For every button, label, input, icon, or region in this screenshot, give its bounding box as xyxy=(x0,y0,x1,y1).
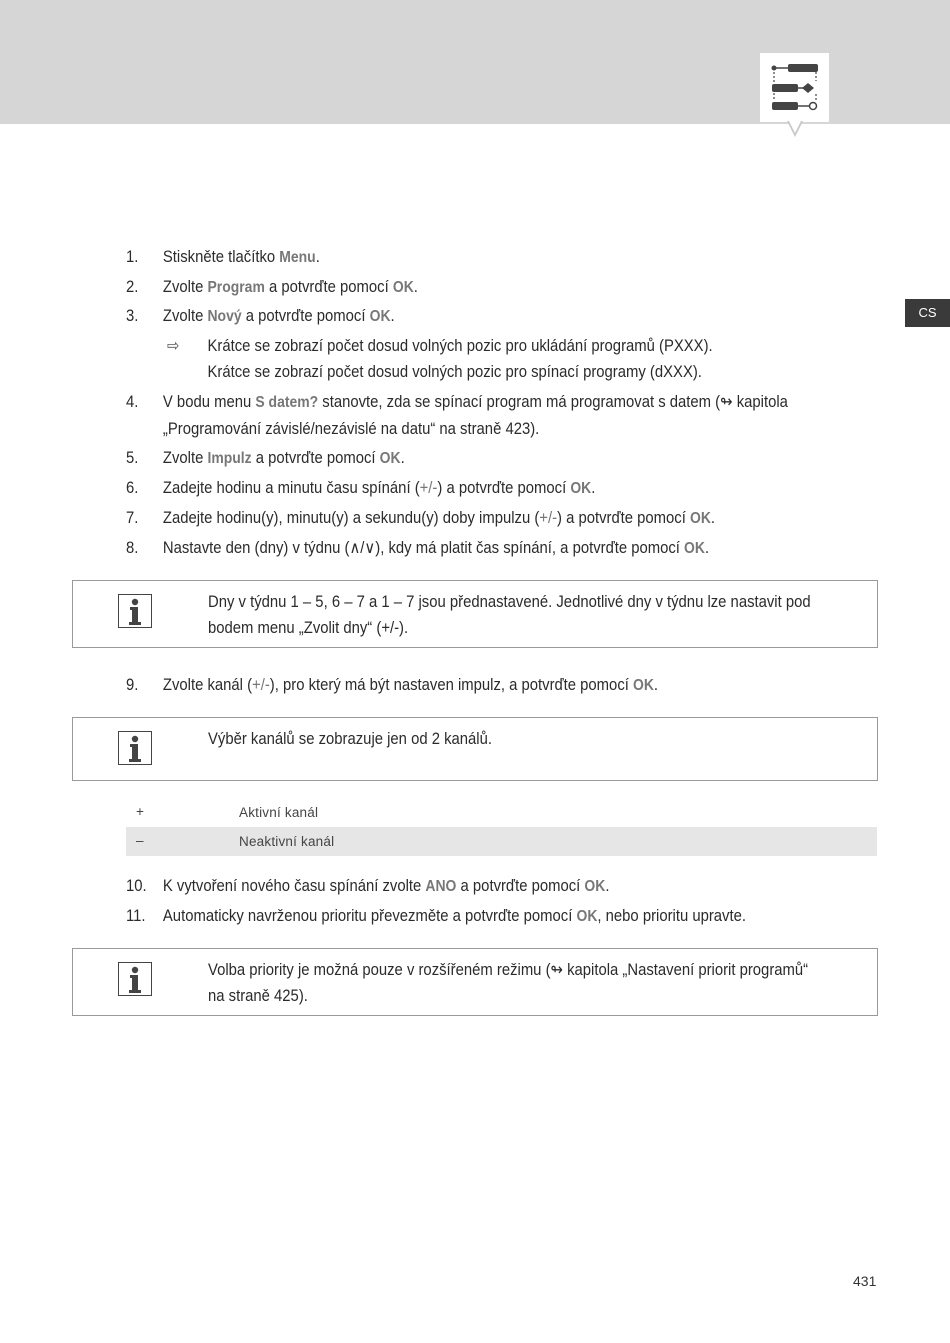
program-flow-icon xyxy=(760,53,829,122)
info-icon xyxy=(118,962,152,996)
info-note-2: Výběr kanálů se zobrazuje jen od 2 kanálů. xyxy=(72,717,878,781)
info-icon xyxy=(118,594,152,628)
info-note-3: Volba priority je možná pouze v rozšířeném režimu (↬ kapitola „Nastavení priorit programů“ na straně 425). xyxy=(72,948,878,1016)
table-row: – Neaktivní kanál xyxy=(126,827,877,856)
info-note-1: Dny v týdnu 1 – 5, 6 – 7 a 1 – 7 jsou přednastavené. Jednotlivé dny v týdnu lze nastavit pod bodem menu „Zvolit dny“ (+/-). xyxy=(72,580,878,648)
info-icon xyxy=(118,731,152,765)
table-row: + Aktivní kanál xyxy=(136,804,319,820)
result-arrow-icon: ⇨ xyxy=(167,337,180,355)
language-tab[interactable]: CS xyxy=(905,299,950,327)
page-number: 431 xyxy=(853,1273,877,1289)
cross-reference-icon[interactable]: ↬ xyxy=(720,393,733,411)
cross-reference-icon[interactable]: ↬ xyxy=(550,961,563,979)
badge-pointer-inner xyxy=(789,121,801,133)
channel-legend-table xyxy=(126,798,877,856)
